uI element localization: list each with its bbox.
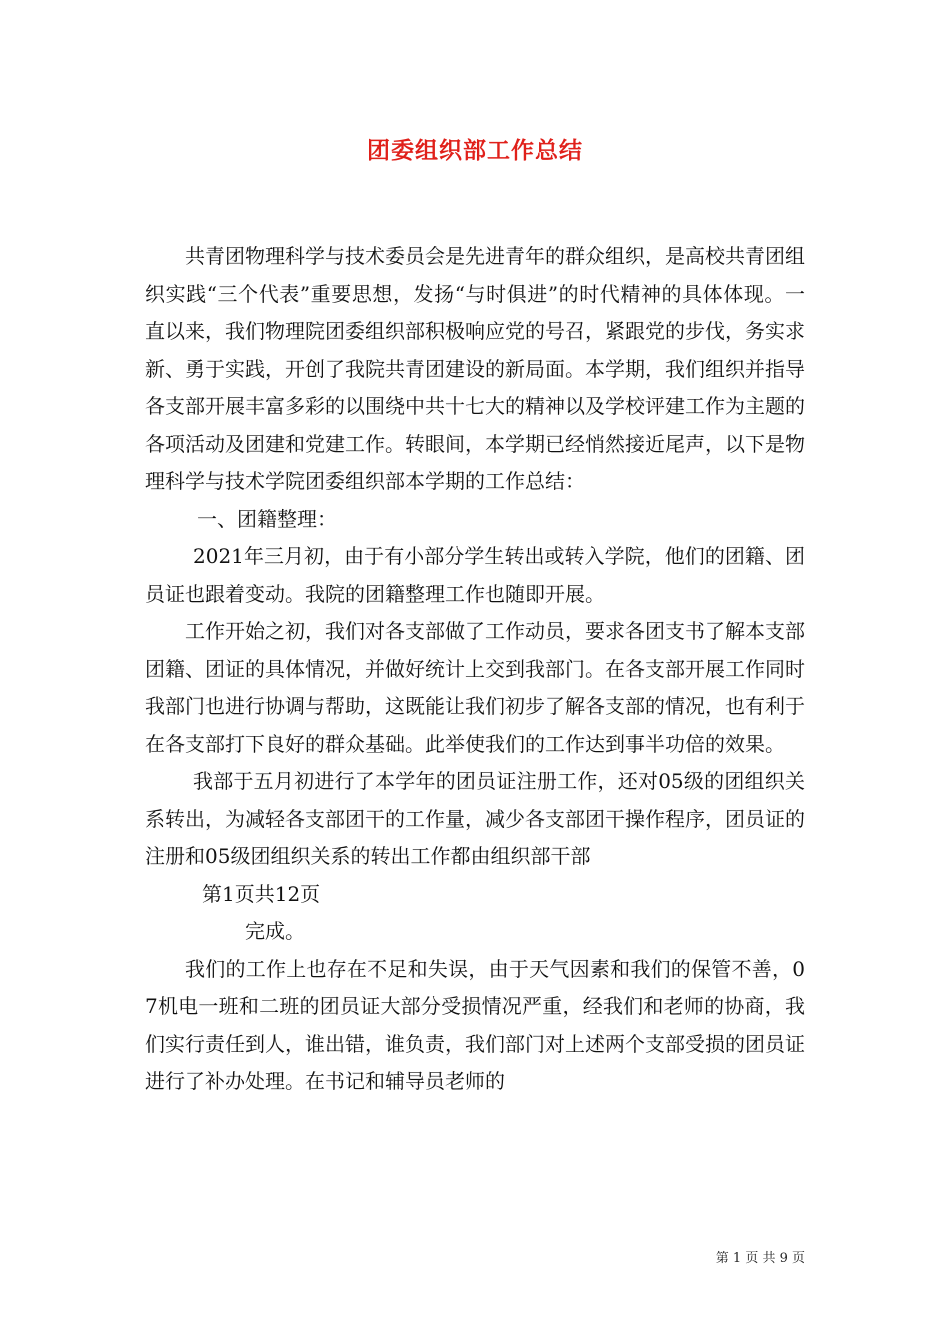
document-body bbox=[145, 238, 805, 1101]
section-heading-1: 一、团籍整理： bbox=[197, 506, 337, 531]
paragraph-intro: 共青团物理科学与技术委员会是先进青年的群众组织，是高校共青团组织实践“三个代表”重要思想，发扬“与时俱进”的时代精神的具体体现。一直以来，我们物理院团委组织部积极响应党的号召，紧跟党的步伐，务实求新、勇于实践，开创了我院共青团建设的新局面。本学期，我们组织并指导各支部开展丰富多彩的以围绕中共十七大的精神以及学校评建工作为主题的各项活动及团建和党建工作。转眼间，本学期已经悄然接近尾声，以下是物理科学与技术学院团委组织部本学期的工作总结： bbox=[145, 244, 805, 493]
page-footer: 第 1 页 共 9 页 bbox=[715, 1251, 805, 1266]
paragraph-completed: 完成。 bbox=[245, 919, 305, 943]
document-title: 团委组织部工作总结 bbox=[367, 137, 583, 164]
paragraph-shortcomings: 我们的工作上也存在不足和失误，由于天气因素和我们的保管不善，07机电一班和二班的团员证大部分受损情况严重，经我们和老师的协商，我们实行责任到人，谁出错，谁负责，我们部门对上述两个支部受损的团员证进行了补办处理。在书记和辅导员老师的 bbox=[145, 956, 805, 1093]
paragraph-work-start: 工作开始之初，我们对各支部做了工作动员，要求各团支书了解本支部团籍、团证的具体情况，并做好统计上交到我部门。在各支部开展工作同时我部门也进行协调与帮助，这既能让我们初步了解各支部的情况，也有利于在各支部打下良好的群众基础。此举使我们的工作达到事半功倍的效果。 bbox=[145, 619, 805, 756]
inline-page-marker: 第1页共12页 bbox=[202, 881, 321, 906]
paragraph-may-registration: 我部于五月初进行了本学年的团员证注册工作，还对05级的团组织关系转出，为减轻各支部团干的工作量，减少各支部团干操作程序，团员证的注册和05级团组织关系的转出工作都由组织部干部 bbox=[145, 769, 805, 868]
paragraph-team-register: 2021年三月初，由于有小部分学生转出或转入学院，他们的团籍、团员证也跟着变动。我院的团籍整理工作也随即开展。 bbox=[145, 544, 805, 606]
